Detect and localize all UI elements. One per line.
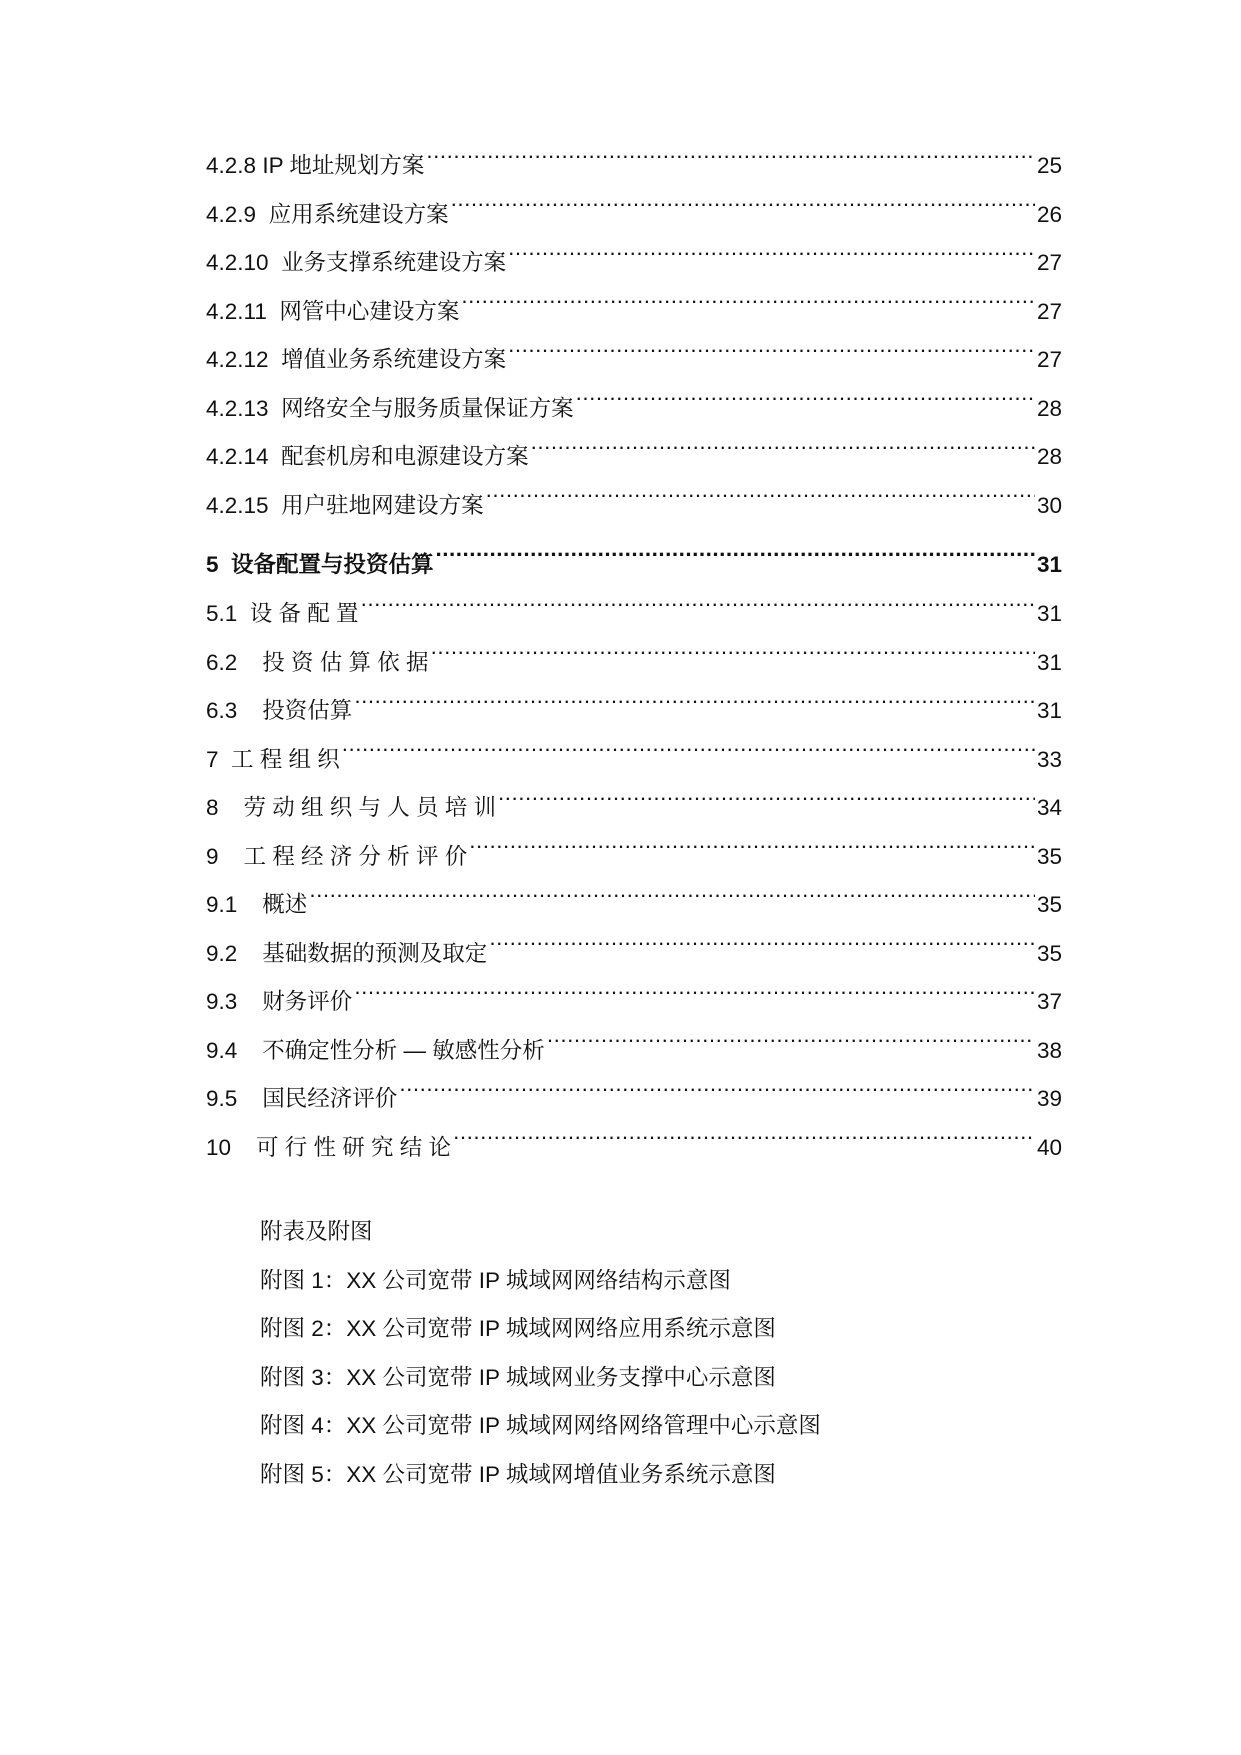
toc-entry-spacer bbox=[237, 590, 250, 639]
toc-dot-leader bbox=[451, 199, 1035, 222]
toc-entry bbox=[206, 978, 1062, 1027]
toc-entry-number: 10 bbox=[206, 1134, 232, 1160]
toc-entry bbox=[206, 1027, 1062, 1076]
toc-entry-title: 网络安全与服务质量保证方案 bbox=[281, 395, 574, 421]
toc-entry-number: 5 bbox=[206, 552, 219, 577]
table-of-contents bbox=[206, 142, 1062, 1172]
toc-entry bbox=[206, 833, 1062, 882]
toc-entry-number: 9.3 bbox=[206, 989, 238, 1014]
toc-entry-title: 投 资 估 算 依 据 bbox=[262, 649, 429, 675]
toc-entry-spacer bbox=[231, 1124, 256, 1173]
toc-entry-spacer bbox=[269, 482, 282, 531]
toc-entry-page-number: 27 bbox=[1036, 347, 1062, 372]
toc-entry-number: 4.2.14 bbox=[206, 444, 269, 469]
toc-entry-page-number: 34 bbox=[1036, 795, 1062, 820]
toc-entry-title: 工 程 组 织 bbox=[231, 746, 340, 772]
toc-entry-number: 8 bbox=[206, 795, 219, 820]
toc-entry-page-number: 31 bbox=[1036, 552, 1062, 577]
toc-entry-title: 投资估算 bbox=[262, 698, 353, 723]
appendix-item-2: 附图 2：XX 公司宽带 IP 城域网网络应用系统示意图 bbox=[260, 1316, 776, 1341]
toc-entry-title: 增值业务系统建设方案 bbox=[281, 347, 507, 372]
toc-entry-page-number: 35 bbox=[1036, 940, 1062, 966]
toc-entry-page-number: 31 bbox=[1036, 649, 1062, 675]
toc-entry-spacer bbox=[237, 1027, 262, 1076]
toc-entry-spacer bbox=[256, 191, 269, 240]
toc-entry-number: 9.1 bbox=[206, 892, 238, 917]
toc-entry bbox=[206, 540, 1062, 590]
appendix-heading: 附表及附图 bbox=[260, 1219, 373, 1244]
toc-entry-number: 9.4 bbox=[206, 1037, 238, 1063]
toc-dot-leader bbox=[461, 296, 1035, 319]
toc-entry bbox=[206, 482, 1062, 531]
toc-entry-spacer bbox=[237, 639, 262, 688]
toc-dot-leader bbox=[354, 696, 1035, 719]
toc-entry-spacer bbox=[237, 930, 262, 979]
toc-entry-number: 4.2.11 bbox=[206, 298, 267, 324]
toc-entry-page-number: 40 bbox=[1036, 1134, 1062, 1160]
toc-entry-spacer bbox=[219, 784, 244, 833]
toc-entry-number: 4.2.9 bbox=[206, 201, 257, 227]
toc-dot-leader bbox=[431, 647, 1035, 670]
toc-entry bbox=[206, 1075, 1062, 1124]
toc-entry bbox=[206, 191, 1062, 240]
toc-dot-leader bbox=[309, 890, 1035, 913]
toc-entry-spacer bbox=[237, 1075, 262, 1124]
toc-entry-title: 应用系统建设方案 bbox=[268, 201, 449, 227]
toc-entry-page-number: 31 bbox=[1036, 601, 1062, 626]
toc-entry-spacer bbox=[269, 336, 282, 385]
toc-entry-number: 9 bbox=[206, 843, 219, 869]
toc-entry bbox=[206, 687, 1062, 736]
toc-entry-page-number: 28 bbox=[1036, 444, 1062, 469]
toc-entry-title: 设 备 配 置 bbox=[249, 601, 359, 626]
toc-entry-spacer bbox=[269, 433, 282, 482]
toc-dot-leader bbox=[508, 248, 1035, 271]
toc-dot-leader bbox=[453, 1132, 1035, 1155]
appendix-item-4: 附图 4：XX 公司宽带 IP 城域网网络网络管理中心示意图 bbox=[260, 1413, 821, 1438]
toc-dot-leader bbox=[342, 744, 1035, 767]
toc-entry bbox=[206, 930, 1062, 979]
toc-entry bbox=[206, 784, 1062, 833]
toc-entry-page-number: 37 bbox=[1036, 989, 1062, 1014]
toc-entry bbox=[206, 288, 1062, 337]
toc-entry-spacer bbox=[267, 288, 280, 337]
toc-entry-title: 设备配置与投资估算 bbox=[231, 552, 434, 577]
toc-entry-number: 4.2.12 bbox=[206, 347, 269, 372]
toc-dot-leader bbox=[486, 490, 1035, 513]
toc-dot-leader bbox=[399, 1084, 1035, 1107]
toc-entry-title: 基础数据的预测及取定 bbox=[262, 940, 488, 966]
toc-entry-page-number: 26 bbox=[1036, 201, 1062, 227]
toc-entry bbox=[206, 736, 1062, 785]
toc-dot-leader bbox=[498, 793, 1035, 816]
toc-entry-number: 7 bbox=[206, 746, 219, 772]
toc-dot-leader bbox=[361, 599, 1035, 622]
toc-entry-spacer bbox=[237, 687, 262, 736]
toc-entry-number: 6.2 bbox=[206, 649, 238, 675]
toc-entry-title: 劳 动 组 织 与 人 员 培 训 bbox=[243, 795, 497, 820]
toc-entry bbox=[206, 433, 1062, 482]
toc-entry-number: 4.2.8 bbox=[206, 153, 257, 178]
toc-entry-title: 工 程 经 济 分 析 评 价 bbox=[243, 843, 468, 869]
toc-entry bbox=[206, 1124, 1062, 1173]
toc-entry-page-number: 38 bbox=[1036, 1037, 1062, 1063]
toc-entry-number: 5.1 bbox=[206, 601, 238, 626]
toc-dot-leader bbox=[508, 345, 1035, 368]
toc-entry-spacer bbox=[219, 736, 232, 785]
toc-entry-title: IP 地址规划方案 bbox=[262, 153, 425, 178]
toc-dot-leader bbox=[576, 393, 1035, 416]
toc-dot-leader bbox=[531, 442, 1035, 465]
toc-entry-title: 可 行 性 研 究 结 论 bbox=[256, 1134, 452, 1160]
toc-entry bbox=[206, 385, 1062, 434]
toc-entry-spacer bbox=[237, 881, 262, 930]
toc-entry-page-number: 27 bbox=[1036, 250, 1062, 275]
toc-entry-page-number: 39 bbox=[1036, 1086, 1062, 1111]
toc-entry-title: 网管中心建设方案 bbox=[279, 298, 460, 324]
appendix-item-3: 附图 3：XX 公司宽带 IP 城域网业务支撑中心示意图 bbox=[260, 1364, 776, 1390]
appendix-item-5: 附图 5：XX 公司宽带 IP 城域网增值业务系统示意图 bbox=[260, 1461, 776, 1487]
toc-entry-page-number: 30 bbox=[1036, 492, 1062, 518]
toc-entry-number: 6.3 bbox=[206, 698, 238, 723]
toc-entry-spacer bbox=[269, 239, 282, 288]
toc-entry-page-number: 27 bbox=[1036, 298, 1062, 324]
toc-dot-leader bbox=[354, 987, 1035, 1010]
toc-entry-title: 业务支撑系统建设方案 bbox=[281, 250, 507, 275]
toc-dot-leader bbox=[436, 550, 1035, 573]
toc-entry-page-number: 35 bbox=[1036, 892, 1062, 917]
toc-entry-page-number: 35 bbox=[1036, 843, 1062, 869]
toc-entry-title: 概述 bbox=[262, 892, 308, 917]
toc-entry-title: 用户驻地网建设方案 bbox=[281, 492, 484, 518]
toc-entry bbox=[206, 142, 1062, 191]
toc-entry-page-number: 33 bbox=[1036, 746, 1062, 772]
toc-entry-title: 配套机房和电源建设方案 bbox=[281, 444, 529, 469]
toc-entry-page-number: 25 bbox=[1036, 153, 1062, 178]
toc-entry bbox=[206, 881, 1062, 930]
toc-entry-page-number: 31 bbox=[1036, 698, 1062, 723]
toc-entry-number: 4.2.13 bbox=[206, 395, 269, 421]
toc-entry bbox=[206, 336, 1062, 385]
toc-dot-leader bbox=[426, 151, 1035, 174]
toc-dot-leader bbox=[547, 1035, 1035, 1058]
toc-entry-number: 4.2.10 bbox=[206, 250, 269, 275]
toc-entry bbox=[206, 239, 1062, 288]
toc-entry-number: 9.5 bbox=[206, 1086, 238, 1111]
toc-entry-number: 9.2 bbox=[206, 940, 238, 966]
appendix-list bbox=[260, 1208, 821, 1499]
appendix-item-1: 附图 1：XX 公司宽带 IP 城域网网络结构示意图 bbox=[260, 1267, 731, 1293]
toc-entry-spacer bbox=[269, 385, 282, 434]
toc-entry-spacer bbox=[237, 978, 262, 1027]
toc-entry-spacer bbox=[219, 540, 232, 590]
toc-entry-spacer bbox=[219, 833, 244, 882]
toc-dot-leader bbox=[469, 841, 1035, 864]
toc-entry bbox=[206, 590, 1062, 639]
toc-entry-number: 4.2.15 bbox=[206, 492, 269, 518]
toc-entry bbox=[206, 639, 1062, 688]
toc-entry-title: 国民经济评价 bbox=[262, 1086, 398, 1111]
toc-entry-title: 不确定性分析 — 敏感性分析 bbox=[262, 1037, 545, 1063]
toc-entry-page-number: 28 bbox=[1036, 395, 1062, 421]
toc-dot-leader bbox=[489, 938, 1035, 961]
toc-entry-title: 财务评价 bbox=[262, 989, 353, 1014]
